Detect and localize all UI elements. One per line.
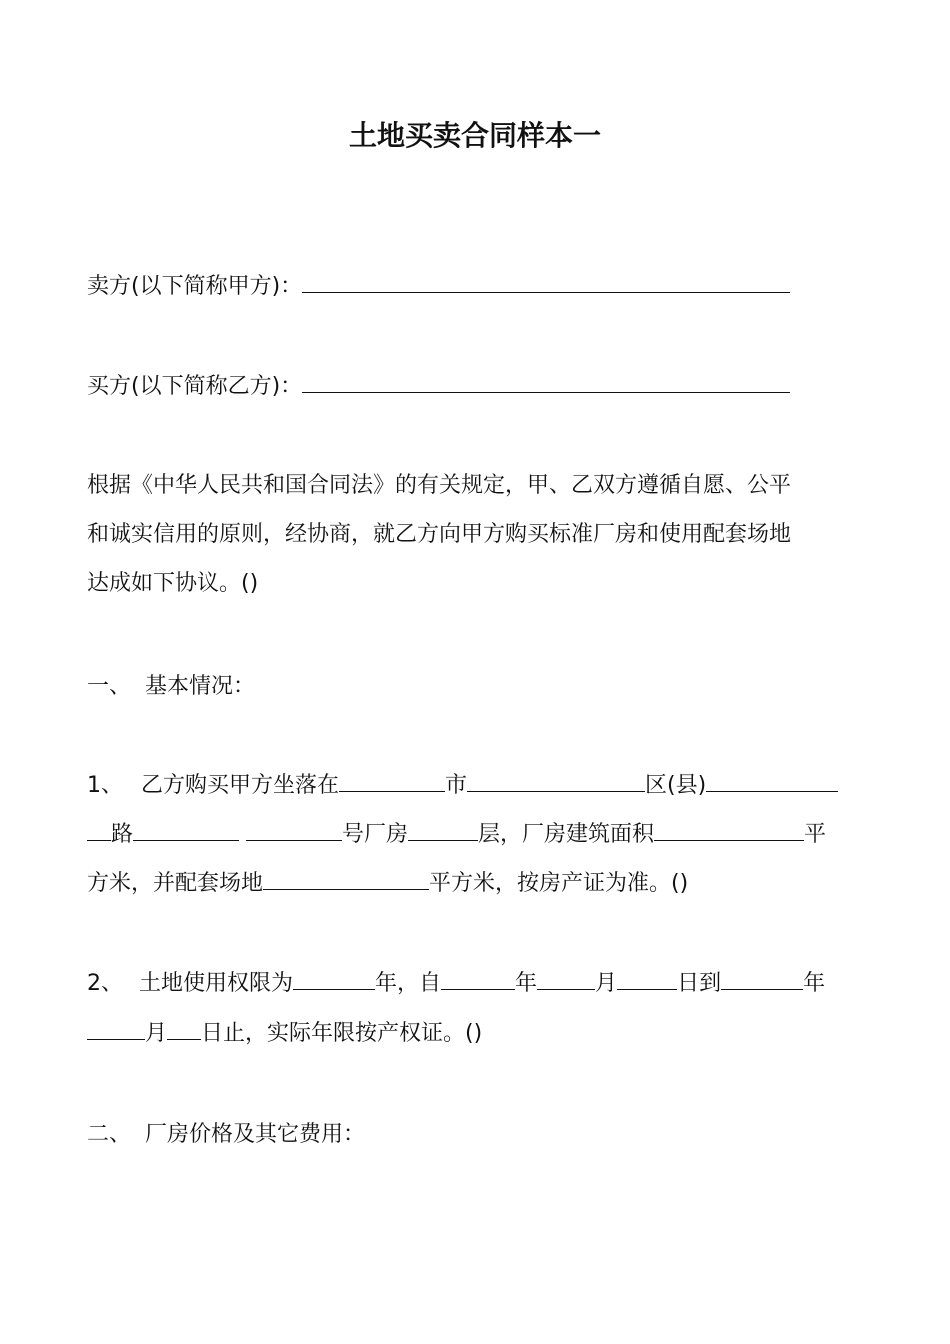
buyer-label: 买方(以下简称乙方)： (87, 374, 303, 399)
item-1-line-1: 1、 乙方购买甲方坐落在 市 区(县) (87, 769, 838, 801)
buyer-blank (302, 370, 790, 393)
district-blank (467, 769, 645, 792)
seller-label: 卖方(以下简称甲方)： (87, 274, 303, 299)
seller-line (87, 270, 790, 302)
seller-blank (302, 270, 790, 293)
end-year-blank (721, 967, 803, 990)
end-month-blank (87, 1017, 145, 1040)
floor-blank (408, 818, 478, 841)
item-2-line-1: 2、 土地使用权限为 年，自 年 月 日到 年 (87, 967, 825, 999)
item-2-number: 2、 (87, 971, 123, 996)
road-blank-b (87, 818, 111, 841)
term-years-blank (293, 967, 375, 990)
section-2-heading: 二、 厂房价格及其它费用： (87, 1122, 365, 1147)
start-month-blank (537, 967, 595, 990)
number-blank-b (246, 818, 342, 841)
intro-line-2: 和诚实信用的原则，经协商，就乙方向甲方购买标准厂房和使用配套场地 (87, 522, 792, 547)
intro-line-1: 根据《中华人民共和国合同法》的有关规定，甲、乙双方遵循自愿、公平 (87, 473, 792, 498)
city-blank (339, 769, 445, 792)
item-1-line-2: 路 号厂房 层，厂房建筑面积 平 (87, 818, 826, 850)
item-1-line-3: 方米，并配套场地 平方米，按房产证为准。() (87, 867, 688, 899)
road-blank-a (706, 769, 838, 792)
number-blank-a (133, 818, 239, 841)
section-1-heading: 一、 基本情况： (87, 674, 255, 699)
site-area-blank (263, 867, 429, 890)
start-year-blank (441, 967, 515, 990)
document-title: 土地买卖合同样本一 (348, 119, 601, 152)
item-2-line-2: 月 日止，实际年限按产权证。() (87, 1017, 482, 1049)
intro-line-3: 达成如下协议。() (87, 571, 259, 596)
area-blank (654, 818, 804, 841)
item-1-number: 1、 (87, 773, 123, 798)
start-day-blank (617, 967, 677, 990)
buyer-line (87, 370, 790, 402)
end-day-blank (167, 1017, 201, 1040)
